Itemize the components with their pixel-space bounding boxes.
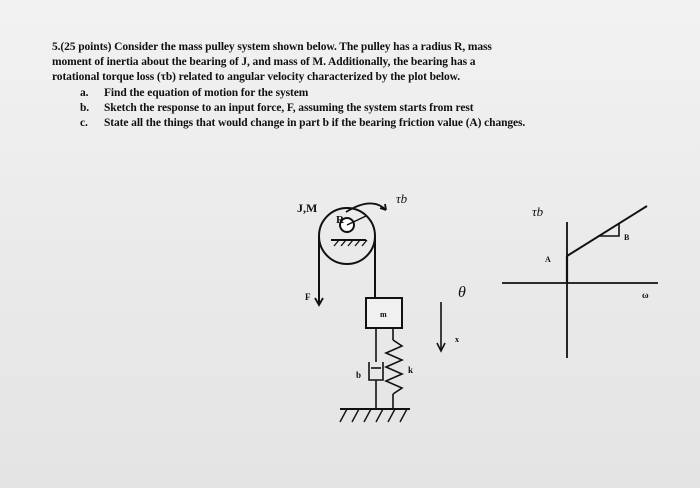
- pulley-label: J,M: [297, 201, 318, 215]
- damper-label: b: [356, 370, 362, 380]
- part-a-letter: a.: [80, 87, 89, 99]
- problem-line-3: rotational torque loss (τb) related to angular velocity characterized by the plot below.: [52, 71, 461, 83]
- part-c-text: State all the things that would change in part b if the bearing friction value (A) changes.: [104, 117, 526, 129]
- spring-coil: [386, 340, 402, 394]
- problem-line-2: moment of inertia about the bearing of J, and mass of M. Additionally, the bearing has a: [52, 56, 476, 68]
- damper-body: [369, 362, 383, 380]
- friction-plot: [502, 204, 658, 358]
- mass-label: m: [380, 310, 387, 319]
- rotation-label: θ: [458, 284, 466, 301]
- plot-x-label: ω: [642, 290, 649, 300]
- radius-label: R: [336, 214, 344, 226]
- pulley-system-diagram: [297, 191, 466, 422]
- problem-line-1: 5.(25 points) Consider the mass pulley system shown below. The pulley has a radius R, mass: [52, 41, 492, 53]
- pulley-wheel: [319, 208, 375, 264]
- plot-intercept-label: A: [545, 255, 551, 264]
- part-c-letter: c.: [80, 117, 88, 129]
- torque-label: τb: [396, 191, 408, 206]
- force-label: F: [305, 292, 311, 302]
- plot-curve-slope: [567, 206, 647, 256]
- spring-label: k: [408, 365, 414, 375]
- torque-arc: [346, 203, 386, 212]
- plot-y-label: τb: [532, 204, 544, 219]
- part-b-letter: b.: [80, 102, 90, 114]
- part-b-text: Sketch the response to an input force, F, assuming the system starts from rest: [104, 102, 474, 114]
- displacement-label: x: [455, 335, 459, 344]
- plot-slope-label: B: [624, 233, 630, 242]
- part-a-text: Find the equation of motion for the system: [104, 87, 309, 99]
